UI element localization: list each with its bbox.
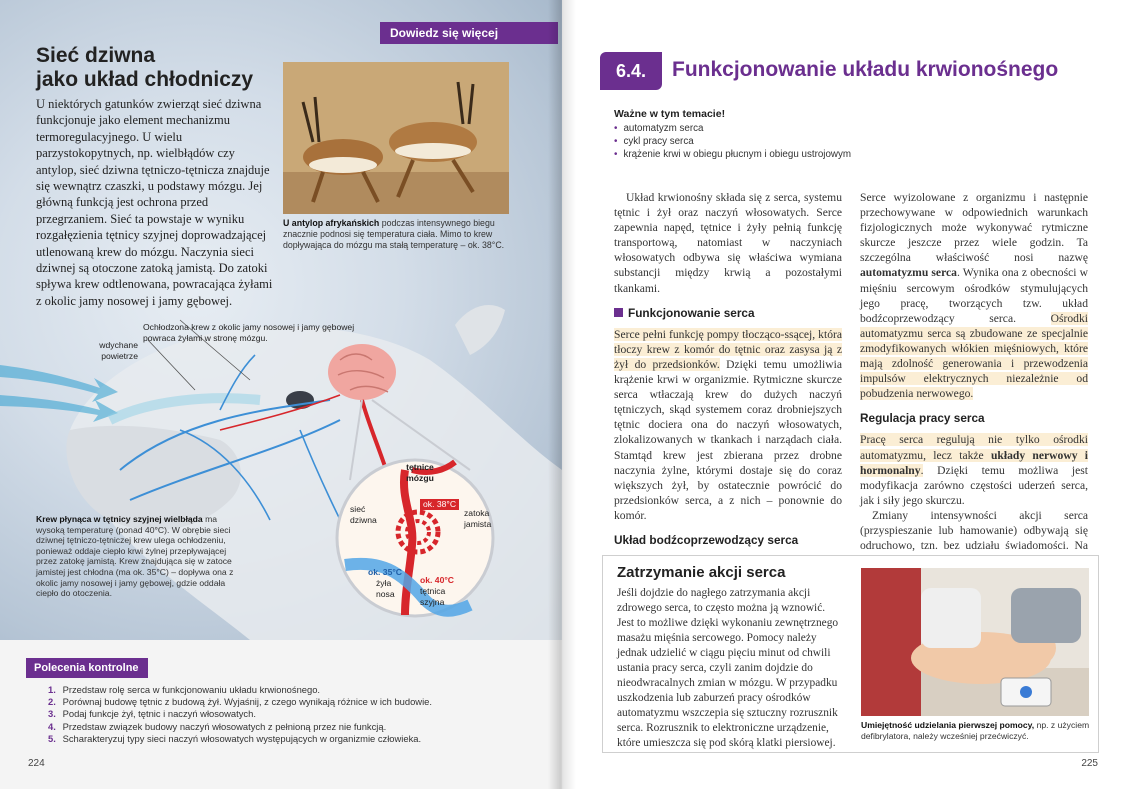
- paragraph-text: Serce wyizolowane z organizmu i następnie przechowywane w odpowiednich warunkach fizjologicznych może wykonywać rytmiczne skurcze jeszcze przez wiele godzin. Ta szczególna właściwość nosi nazwę: [860, 191, 1088, 265]
- paragraph-text: Dzięki temu umożliwia krążenie krwi w organizmie. Rytmiczne skurcze serca wtłaczają krew do dużych naczyń tętniczych, skąd systemem coraz drobniejszych tętnic dociera ona do naczyń włosowatych, zlokalizowanych w tkankach i narządach ciała. Stamtąd krew jest zbierana przez drobne naczynia żylne, którymi dostaje się do coraz większych żył, by ostatecznie powrócić do przedsionków serca, a z nich – ponownie do komór.: [614, 357, 842, 522]
- right-page: [562, 0, 1124, 789]
- antelope-photo: [283, 62, 509, 214]
- highlight-part: Pracę serca regulują nie tylko ośrodki automatyzmu, lecz także: [860, 433, 1088, 462]
- highlight-part: .: [920, 463, 924, 477]
- chapter-number: 6.4.: [600, 52, 662, 90]
- task-number: 4.: [48, 720, 56, 732]
- bold-term: automatyzmu serca: [860, 266, 957, 280]
- box-title: Zatrzymanie akcji serca: [617, 564, 786, 581]
- highlight-text: Serce pełni funkcję pompy tłocząco-ssącej, która tłoczy krew z komór do tętnic oraz zasysa ją z żył do przedsionków.: [614, 327, 842, 371]
- label-exhaled-air: wdychane powietrze: [99, 340, 138, 361]
- important-list: [614, 122, 932, 161]
- camel-illustration-caption: [36, 514, 246, 599]
- first-aid-caption-bold: Umiejętność udzielania pierwszej pomocy,: [861, 720, 1035, 730]
- list-item: [48, 696, 432, 708]
- control-tasks-tag: Polecenia kontrolne: [26, 658, 148, 678]
- left-body-text: U niektórych gatunków zwierząt sieć dziwna funkcjonuje jako element mechanizmu termoregulacyjnego. U wielu parzystokopytnych, np. wielbłądów czy antylop, sieć dziwna tętniczo-tętnicza znajduje się wewnątrz czaszki, u podstawy mózgu. Jej główną funkcją jest ochrona przed przegrzaniem. Sieć ta powstaje w wyniku rozgałęzienia tętnicy szyjnej doprowadzającej utlenowaną krew do mózgu. Naczynia sieci dziwnej są otoczone zatoką jamistą. Do zatoki spływa krew odtlenowana, powracająca żyłami z okolic jamy nosowej i jamy gębowej.: [36, 97, 273, 308]
- section-title: [36, 44, 296, 92]
- label-temp-35: ok. 35°C: [368, 567, 403, 577]
- task-text: Przedstaw rolę serca w funkcjonowaniu układu krwionośnego.: [62, 684, 321, 695]
- important-box: [614, 108, 932, 161]
- label-rete: sieć dziwna: [350, 504, 377, 525]
- list-item: [48, 733, 432, 745]
- heading-conduction-system: Układ bodźcoprzewodzący serca: [614, 532, 799, 547]
- heading-heart-function-text: Funkcjonowanie serca: [628, 305, 755, 320]
- important-title: Ważne w tym temacie!: [614, 108, 726, 120]
- learn-more-tag: Dowiedz się więcej: [380, 22, 558, 44]
- label-brain-arteries: tętnice mózgu: [406, 462, 434, 483]
- camel-ear-shape: [455, 305, 505, 355]
- antelope-caption-bold: U antylop afrykańskich: [283, 218, 380, 228]
- conduction-paragraph: [860, 190, 1088, 401]
- antelope-caption-text: podczas intensywnego biegu znacznie podnosi się temperatura ciała. Mimo to krew dopływająca do mózgu ma stałą temperaturę – ok. 38°C.: [283, 218, 505, 251]
- task-number: 2.: [48, 696, 56, 708]
- intro-paragraph: Układ krwionośny składa się z serca, systemu tętnic i żył oraz naczyń włosowatych. Serce zapewnia napęd, tętnice i żyły pełnią funkcję transportową, natomiast w naczyniach włosowatych odbywa się właściwa wymiana substancji między krwią a pozostałymi tkankami.: [614, 191, 842, 295]
- bold-term: układy nerwowy i hormonalny: [860, 448, 1088, 477]
- book-gutter: [548, 0, 576, 789]
- label-temp-40: ok. 40°C: [420, 575, 455, 585]
- list-item: • automatyzm serca: [614, 122, 932, 135]
- section-title-line-2: jako układ chłodniczy: [36, 68, 254, 91]
- box-body-text: Jeśli dojdzie do nagłego zatrzymania akcji zdrowego serca, to często można ją wznowić. Jest to możliwe dzięki wykonaniu zewnętrznego masażu mięśnia sercowego. Pomocy należy jednak udzielić w ciągu pięciu minut od chwili ustania pracy serca, czyli zanim dojdzie do nieodwracalnych zmian w mózgu. W przypadku uszkodzenia lub zaburzeń pracy ośrodków automatyzmu wszczepia się sztuczny rozrusznik serca. Rozrusznik to elektroniczne urządzenie, które umieszcza się pod skórą klatki piersiowej.: [617, 587, 839, 749]
- airflow-arrow: [0, 365, 118, 402]
- antelope-photo-caption: [283, 218, 509, 252]
- regulation-paragraph: [860, 432, 1088, 507]
- section-title-line-1: Sieć dziwna: [36, 44, 156, 67]
- regulation-paragraph-2: Zmiany intensywności akcji serca (przyspieszanie lub hamowanie) odbywają się odruchowo, tzn. bez udziału świadomości. Na: [860, 508, 1088, 553]
- camel-caption-text: ma wysoką temperaturę (ponad 40°C). W obrębie sieci dziwnej tętniczo-tętniczej krew ulega ochłodzeniu, ponieważ oddaje ciepło krwi żylnej przepływającej przez zatokę jamistą. Krew znajdująca się w zatoce jamistej jest chłodna (ma ok. 35°C) – dopływa ona z okolic jamy nosowej i jamy gębowej, gdzie oddała ciepło do otoczenia.: [36, 514, 234, 599]
- label-sinus: zatoka jamista: [464, 508, 492, 529]
- label-carotid: tętnica szyjna: [420, 586, 446, 607]
- task-text: Przedstaw związek budowy naczyń włosowatych z pełnioną przez nie funkcją.: [62, 720, 387, 732]
- heading-heart-function: [614, 306, 842, 321]
- cardiac-arrest-box: [602, 555, 1099, 753]
- task-number: 3.: [48, 708, 56, 720]
- list-item: • cykl pracy serca: [614, 135, 932, 148]
- page-number-left: 224: [28, 758, 45, 769]
- heading-heart-regulation: Regulacja pracy serca: [860, 411, 985, 426]
- first-aid-photo-caption: [861, 720, 1093, 741]
- chapter-title: Funkcjonowanie układu krwionośnego: [672, 58, 1059, 81]
- paragraph-text: Dzięki temu możliwa jest modyfikacja zarówno częstości uderzeń serca, jak i siły jego skurczu.: [860, 463, 1088, 507]
- label-nasal-vein: żyła nosa: [376, 578, 395, 599]
- task-text: Porównaj budowę tętnic z budową żył. Wyjaśnij, z czego wynikają różnice w ich budowie.: [62, 696, 432, 708]
- highlight-text: Ośrodki automatyzmu serca są zbudowane ze specjalnie zmodyfikowanych włókien mięśniowych, które mają zdolność generowania i przewodzenia impulsów elektrycznych niezależnie od pobudzenia nerwowego.: [860, 311, 1088, 401]
- list-item: [48, 684, 432, 696]
- control-tasks-box: [26, 650, 548, 750]
- label-temp-38: ok. 38°C: [420, 499, 459, 510]
- first-aid-photo: [861, 568, 1089, 716]
- heading-square-icon: [614, 308, 623, 317]
- task-text: Podaj funkcje żył, tętnic i naczyń włosowatych.: [62, 708, 256, 720]
- list-item: [48, 708, 432, 720]
- list-item: • krążenie krwi w obiegu płucnym i obiegu ustrojowym: [614, 148, 932, 161]
- paragraph-text: . Wynika ona z obecności w mięśniu sercowym ośrodków stymulujących jego pracę, tworzących tzw. układ bodźcoprzewodzący serca.: [860, 266, 1088, 325]
- text-column-1: [614, 190, 842, 554]
- heart-function-paragraph: [614, 327, 842, 523]
- task-number: 1.: [48, 684, 56, 695]
- task-number: 5.: [48, 732, 56, 744]
- camel-caption-bold: Krew płynąca w tętnicy szyjnej wielbłąda: [36, 514, 203, 524]
- list-item: [48, 721, 432, 733]
- label-cooled-blood: Ochłodzona krew z okolic jamy nosowej i jamy gębowej powraca żyłami w stronę mózgu.: [143, 322, 355, 343]
- control-tasks-list: [48, 684, 432, 745]
- page-number-right: 225: [1081, 758, 1098, 769]
- task-text: Scharakteryzuj typy sieci naczyń włosowatych występujących w organizmie człowieka.: [62, 732, 422, 744]
- first-aid-caption-text: np. z użyciem defibrylatora, należy wcześniej przećwiczyć.: [861, 720, 1090, 741]
- text-column-2: [860, 190, 1088, 614]
